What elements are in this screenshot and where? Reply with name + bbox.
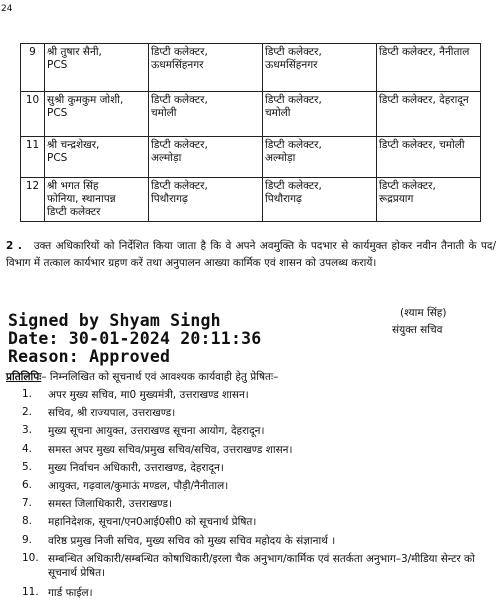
original-post-cell <box>149 92 263 137</box>
signed-by-line: Signed by Shyam Singh <box>8 311 221 330</box>
list-item <box>22 497 493 515</box>
signature-reason-line: Reason: Approved <box>8 347 171 366</box>
cell-line: रूद्रप्रयाग <box>379 193 414 205</box>
list-item <box>22 443 493 461</box>
officer-name-cell <box>45 44 149 92</box>
signature-date-line: Date: 30-01-2024 20:11:36 <box>8 329 262 348</box>
list-item-number: 6. <box>22 478 33 491</box>
cell-line: डिप्टी कलेक्टर, नैनीताल <box>379 46 470 58</box>
list-item <box>22 534 493 552</box>
officer-name-cell <box>45 178 149 222</box>
list-item-text: मुख्य निर्वाचन अधिकारी, उत्तराखण्ड, देहरादून। <box>48 461 224 474</box>
cell-line: 12 <box>25 180 40 192</box>
cell-line: अल्मोड़ा <box>265 152 296 164</box>
page-number: 24 <box>1 4 13 14</box>
cell-line: डिप्टी कलेक्टर, <box>379 180 436 192</box>
original-post-cell <box>149 44 263 92</box>
cell-line: डिप्टी कलेक्टर <box>47 206 101 218</box>
digital-signature-stamp <box>8 312 261 366</box>
cell-line: PCS <box>47 152 68 164</box>
list-item-number: 5. <box>22 460 33 473</box>
current-post-cell <box>263 44 377 92</box>
cell-line: डिप्टी कलेक्टर, <box>151 46 208 58</box>
cell-line: डिप्टी कलेक्टर, <box>151 139 208 151</box>
cell-line: श्री चन्द्रशेखर, <box>47 139 100 151</box>
list-item-text: महानिदेशक, सूचना/एन0आई0सी0 को सूचनार्थ प्रेषित। <box>48 516 257 529</box>
cell-line: चमोली <box>265 107 291 119</box>
copy-to-heading <box>6 370 278 384</box>
list-item <box>22 461 493 479</box>
list-item-text: मुख्य सूचना आयुक्त, उत्तराखण्ड सूचना आयोग, देहरादून। <box>48 425 265 438</box>
list-item-text: समस्त जिलाधिकारी, उत्तराखण्ड। <box>48 498 172 511</box>
list-item-number: 4. <box>22 442 33 455</box>
cell-line: PCS <box>47 107 68 119</box>
table-row <box>21 92 481 137</box>
list-item <box>22 406 493 424</box>
cell-line: 9 <box>29 46 36 58</box>
list-item <box>22 515 493 533</box>
current-post-cell <box>263 92 377 137</box>
copy-intro: – निम्नलिखित को सूचनार्थ एवं आवश्यक कार्यवाही हेतु प्रेषितः– <box>41 371 279 383</box>
serial-number-cell <box>21 178 45 222</box>
list-item-text: गार्ड फाईल। <box>48 586 93 599</box>
list-item <box>22 586 493 604</box>
cell-line: PCS <box>47 59 68 71</box>
list-item-text: अपर मुख्य सचिव, मा0 मुख्यमंत्री, उत्तराखण्ड शासन। <box>48 389 249 401</box>
cell-line: अल्मोड़ा <box>151 152 182 164</box>
list-item-number: 8. <box>22 515 33 528</box>
cell-line: सुश्री कुमकुम जोशी, <box>47 94 124 106</box>
cell-line: डिप्टी कलेक्टर, देहरादून <box>379 94 469 106</box>
serial-number-cell <box>21 137 45 178</box>
serial-number-cell <box>21 92 45 137</box>
list-item <box>22 552 493 586</box>
officer-name-cell <box>45 92 149 137</box>
new-posting-cell <box>377 92 481 137</box>
signatory-designation: संयुक्त सचिव <box>392 324 443 336</box>
list-item-number: 9. <box>22 533 33 546</box>
cell-line: श्री तुषार सैनी, <box>47 46 102 58</box>
cell-line: डिप्टी कलेक्टर, <box>265 139 322 151</box>
table-row <box>21 44 481 92</box>
cell-line: पिथौरागढ़ <box>265 193 302 205</box>
officer-transfer-table <box>20 43 481 222</box>
list-item <box>22 424 493 442</box>
cell-line: डिप्टी कलेक्टर, चमोली <box>379 139 465 151</box>
list-item-number: 10. <box>22 551 39 564</box>
new-posting-cell <box>377 137 481 178</box>
new-posting-cell <box>377 178 481 222</box>
table-row <box>21 137 481 178</box>
serial-number-cell <box>21 44 45 92</box>
cell-line: डिप्टी कलेक्टर, <box>265 180 322 192</box>
cell-line: पिथौरागढ़ <box>151 193 188 205</box>
list-item-number: 7. <box>22 497 33 510</box>
cell-line: डिप्टी कलेक्टर, <box>151 94 208 106</box>
list-item-number: 11. <box>22 585 39 598</box>
list-item-text: सचिव, श्री राज्यपाल, उत्तराखण्ड। <box>48 407 176 420</box>
cell-line: फोनिया, स्थानापन्न <box>47 193 116 205</box>
signatory-name: (श्याम सिंह) <box>400 307 447 319</box>
instruction-paragraph <box>6 238 496 272</box>
table-row <box>21 178 481 222</box>
list-item-number: 3. <box>22 424 33 437</box>
new-posting-cell <box>377 44 481 92</box>
list-item-text: आयुक्त, गढ़वाल/कुमाऊं मण्डल, पौड़ी/नैनीताल। <box>48 479 229 492</box>
cell-line: ऊधमसिंहनगर <box>151 59 204 71</box>
cell-line: डिप्टी कलेक्टर, <box>151 180 208 192</box>
cell-line: ऊधमसिंहनगर <box>265 59 318 71</box>
list-item-text: सम्बन्धित अधिकारी/सम्बन्धित कोषाधिकारी/इरला चैक अनुभाग/कार्मिक एवं सतर्कता अनुभाग–3/मीडिया सेन्टर को सूचनार्थ प्रेषित। <box>48 552 475 579</box>
copy-label: प्रतिलिपिः <box>6 371 42 383</box>
current-post-cell <box>263 178 377 222</box>
list-item-text: वरिष्ठ प्रमुख निजी सचिव, मुख्य सचिव को मुख्य सचिव महोदय के संज्ञानार्थ । <box>48 534 336 547</box>
original-post-cell <box>149 178 263 222</box>
paragraph-number: 2 . <box>6 240 22 252</box>
cell-line: चमोली <box>151 107 177 119</box>
officer-name-cell <box>45 137 149 178</box>
list-item-number: 1. <box>22 388 33 400</box>
cell-line: 11 <box>25 139 40 151</box>
original-post-cell <box>149 137 263 178</box>
cell-line: श्री भगत सिंह <box>47 180 99 192</box>
list-item <box>22 388 493 406</box>
list-item-text: समस्त अपर मुख्य सचिव/प्रमुख सचिव/सचिव, उत्तराखण्ड शासन। <box>48 443 293 456</box>
list-item <box>22 479 493 497</box>
cell-line: डिप्टी कलेक्टर, <box>265 94 322 106</box>
cell-line: 10 <box>25 94 40 106</box>
list-item-number: 2. <box>22 406 33 419</box>
recipient-list <box>22 388 493 604</box>
cell-line: डिप्टी कलेक्टर, <box>265 46 322 58</box>
current-post-cell <box>263 137 377 178</box>
paragraph-text: उक्त अधिकारियों को निर्देशित किया जाता है कि वे अपने अवमुक्ति के पदभार से कार्यमुक्त होकर नवीन तैनाती के पद/विभाग में तत्काल कार्यभार ग्रहण करें तथा अनुपालन आख्या कार्मिक एवं शासन को उपलब्ध करायें। <box>6 240 497 269</box>
